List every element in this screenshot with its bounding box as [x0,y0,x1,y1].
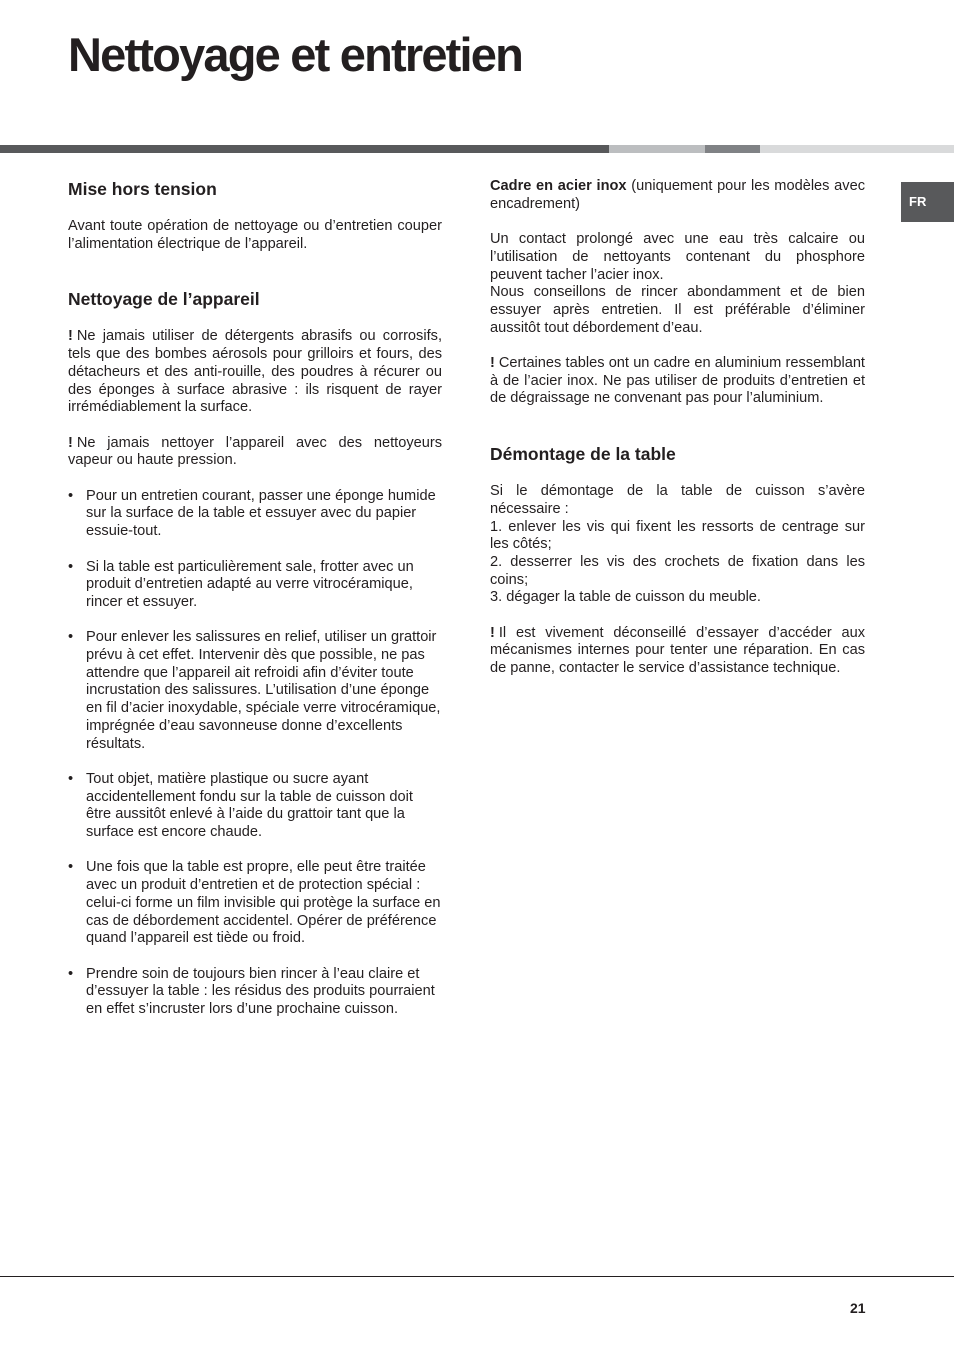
warning-steam [68,435,442,470]
section-heading-cleaning: Nettoyage de l’appareil [68,289,260,310]
list-item [68,771,442,842]
header-band-mid [705,145,760,153]
section-heading-power-off: Mise hors tension [68,179,217,199]
warning-abrasives-text: Ne jamais utiliser de détergents abrasifs ou corrosifs, tels que des bombes aérosols pour grilloirs et fours, des détacheurs et des anti-rouille, des poudres à récurer ou des éponges à surface abrasive : ils risquent de rayer irrémédiablement la surface. [68,328,442,416]
list-item [68,966,442,1019]
warning-repair-text: Il est vivement déconseillé d’essayer d’accéder aux mécanismes internes pour tenter une réparation. En cas de panne, contacter le service d’assistance technique. [490,624,865,677]
list-item [68,629,442,753]
power-off-text: Avant toute opération de nettoyage ou d’entretien couper l’alimentation électrique de l’appareil. [68,218,442,252]
bullet-icon: • [68,965,74,982]
cleaning-list [68,488,442,1019]
page-number: 21 [850,1300,866,1316]
list-item-text: Pour un entretien courant, passer une éponge humide sur la surface de la table et essuyer avec du papier essuie-tout. [86,487,436,540]
bullet-icon: • [68,487,74,504]
header-band-pale [760,145,954,153]
disassembly-steps [490,483,865,607]
warning-icon: ! [68,328,73,345]
warning-icon: ! [68,434,73,451]
list-item [68,559,442,612]
inox-paragraph-2: Nous conseillons de rincer abondamment et de bien essuyer après entretien. Il est préférable d’éliminer aussitôt tout débordement d’eau. [490,284,865,336]
warning-steam-text: Ne jamais nettoyer l’appareil avec des nettoyeurs vapeur ou haute pression. [68,434,442,469]
disassembly-step-2: 2. desserrer les vis des crochets de fixation dans les coins; [490,553,865,588]
warning-aluminium [490,355,865,408]
list-item-text: Pour enlever les salissures en relief, utiliser un grattoir prévu à cet effet. Intervenir dès que possible, ne pas attendre que l’appareil ait refroidi afin d’éviter toute incrustation des salissures. L’utilisation d’une éponge en fil d’acier inoxydable, spéciale verre vitrocéramique, imprégnée d’eau savonneuse donne d’excellents résultats. [86,629,441,752]
header-band-dark [0,145,609,153]
inox-frame-heading: Cadre en acier inox [490,178,627,194]
footer-rule [0,1276,954,1277]
disassembly-intro: Si le démontage de la table de cuisson s’avère nécessaire : [490,483,865,517]
warning-aluminium-text: Certaines tables ont un cadre en aluminium ressemblant à de l’acier inox. Ne pas utiliser de produits d’entretien et de dégraissage ne convenant pas pour l’aluminium. [490,355,865,407]
warning-repair [490,625,865,678]
page-title: Nettoyage et entretien [68,28,523,81]
inox-frame-intro [490,178,865,213]
left-column [68,178,442,1036]
list-item [68,859,442,948]
disassembly-step-3: 3. dégager la table de cuisson du meuble. [490,589,761,606]
inox-frame-note: (uniquement pour les modèles avec encadrement) [490,178,865,212]
bullet-icon: • [68,770,74,787]
list-item-text: Si la table est particulièrement sale, frotter avec un produit d’entretien adapté au verre vitrocéramique, rincer et essuyer. [86,558,414,610]
inox-paragraph-1: Un contact prolongé avec une eau très calcaire ou l’utilisation de nettoyants contenant du phosphore peuvent tacher l’acier inox. [490,231,865,283]
warning-abrasives [68,328,442,417]
list-item-text: Tout objet, matière plastique ou sucre ayant accidentellement fondu sur la table de cuisson doit être aussitôt enlevé à l’aide du grattoir tant que la surface est encore chaude. [86,770,413,841]
list-item-text: Une fois que la table est propre, elle peut être traitée avec un produit d’entretien et de protection spécial : celui-ci forme un film invisible qui protège la surface en cas de débordement accidentel. Opérer de préférence quand l’appareil est tiède ou froid. [86,859,441,947]
bullet-icon: • [68,629,74,646]
list-item [68,488,442,541]
warning-icon: ! [490,624,495,641]
language-tab: FR [901,182,954,222]
bullet-icon: • [68,859,74,876]
warning-icon: ! [490,355,495,371]
bullet-icon: • [68,558,74,575]
disassembly-step-1: 1. enlever les vis qui fixent les ressorts de centrage sur les côtés; [490,518,865,553]
right-column [490,178,865,696]
list-item-text: Prendre soin de toujours bien rincer à l’eau claire et d’essuyer la table : les résidus des produits pourraient en effet s’incruster lors d’une prochaine cuisson. [86,965,435,1018]
header-band-light [609,145,705,153]
section-heading-disassembly: Démontage de la table [490,444,676,465]
